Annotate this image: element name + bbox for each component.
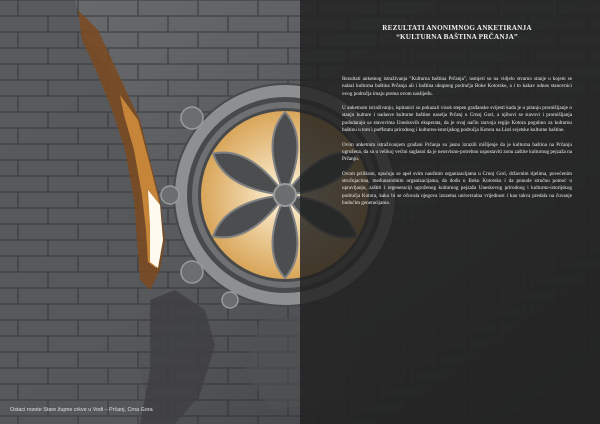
paragraph: Rezultati anketnog istraživanja "Kulturna baština Prčanja", usmjeri su na vidjelo stvarno stanje u kojem se nalazi kulturna baština Prčanja ali i baština ukupnog područja Boke Kotorske, a i to kakav odnos stanovnici ovog područja imaju prema ovom naslijeđu. — [342, 76, 572, 97]
photo-caption: Ostaci rozete Stare župne crkve u Vodi – Prčanj, Crna Gora — [10, 407, 153, 413]
paragraph: Ovim anketnim istraživanjem građani Prčanja su jasno izrazili mišljenje da je kulturna baština na Prčanju ugrožena, da su u velikoj većini saglasni da je neosvisno-potrebno uspostaviti zonu zaštite kulturnog pejzaža na Prčanju. — [342, 141, 572, 163]
paragraph: Ovom prilikom, upućuju se apel svim naučnim organizacijama u Crnoj Gori, državnim tijelima, povećenim stručnjacima, međunarodnim organizacijama, da dođu u Boku Kotorsku i da ponude stručnu pomoć u upravljanju, zaštiti i regeneraciji ugroženog kulturnog pejzaža Uneskovog prirodnog i kulturno-istorijskog područja Kotora, kako bi se očuvala njegova izuzetna univerzalna vrijednost i kao takva predala na čuvanje budućim generacijama. — [342, 170, 572, 207]
paragraph: U anketnom istraživanju, ispitanici su pokazali visok stepen građanske svijesti kada je u pitanju promišljanje o stanju kulture i nadasve kulturne baštine naselja Prčanj u Crnoj Gori, a njihovi se stavovi i promišljanja podudaraju sa stavovima Uneskovih eksperata, da je ovaj način razvoja regije Kotora pogubno za kulturnu baštinu u tom i pu#Istatu prirodnog i kulturno-istorijskog područja Kotora na Listi svjetske kulturne baštine. — [342, 105, 572, 134]
article-title-line-1: REZULTATI ANONIMNOG ANKETIRANJA — [382, 24, 532, 32]
article-text-column — [342, 24, 572, 215]
article-body — [342, 76, 572, 207]
article-title-line-2: “KULTURNA BAŠTINA PRČANJA” — [396, 33, 518, 41]
